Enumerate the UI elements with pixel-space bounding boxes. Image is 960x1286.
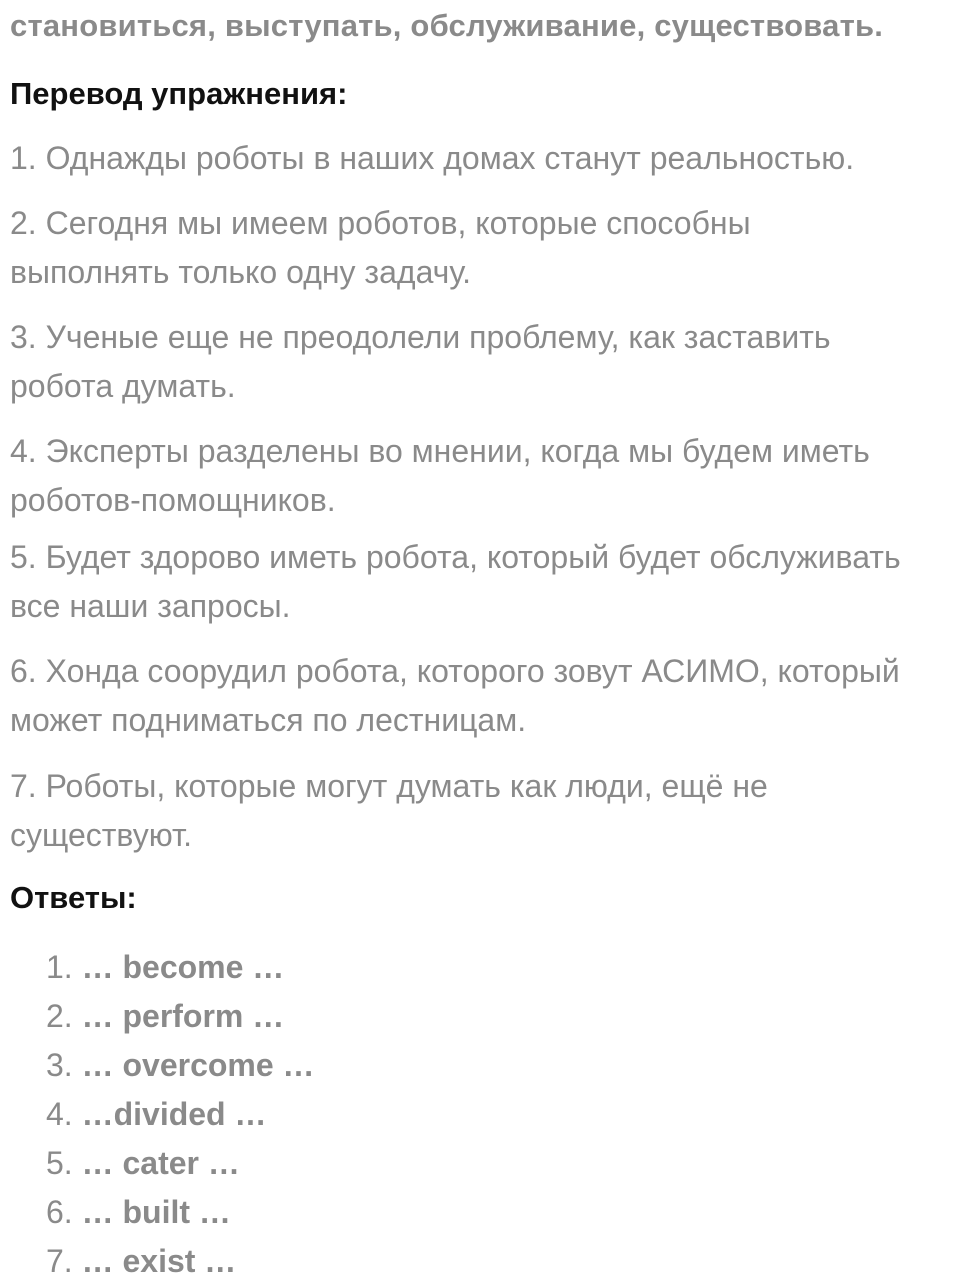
answer-item-6 bbox=[46, 1188, 315, 1237]
translation-item-4 bbox=[10, 427, 950, 525]
translation-line: роботов-помощников. bbox=[10, 482, 336, 518]
answer-text: … overcome … bbox=[81, 1047, 315, 1083]
translation-line: робота думать. bbox=[10, 368, 236, 404]
translation-line: существуют. bbox=[10, 817, 193, 853]
translation-item-6 bbox=[10, 647, 950, 745]
translation-line: 5. Будет здорово иметь робота, который будет обслуживать bbox=[10, 539, 901, 575]
translation-line: 1. Однажды роботы в наших домах станут реальностью. bbox=[10, 140, 855, 176]
answer-text: … exist … bbox=[81, 1243, 237, 1279]
answer-text: … built … bbox=[81, 1194, 231, 1230]
answer-number: 6. bbox=[46, 1194, 73, 1230]
translation-item-5 bbox=[10, 533, 950, 631]
translation-item-3 bbox=[10, 313, 950, 411]
answers-heading: Ответы: bbox=[10, 880, 137, 915]
translation-line: все наши запросы. bbox=[10, 588, 291, 624]
answer-item-3 bbox=[46, 1041, 315, 1090]
answers-list bbox=[46, 943, 315, 1286]
answer-number: 4. bbox=[46, 1096, 73, 1132]
answer-text: … cater … bbox=[81, 1145, 240, 1181]
translation-item-1 bbox=[10, 134, 950, 183]
translation-item-7 bbox=[10, 762, 950, 860]
answer-number: 3. bbox=[46, 1047, 73, 1083]
translation-line: 6. Хонда соорудил робота, которого зовут АСИМО, который bbox=[10, 653, 900, 689]
translation-line: 4. Эксперты разделены во мнении, когда мы будем иметь bbox=[10, 433, 870, 469]
translation-line: может подниматься по лестницам. bbox=[10, 702, 527, 738]
answer-number: 5. bbox=[46, 1145, 73, 1181]
translation-line: 2. Сегодня мы имеем роботов, которые способны bbox=[10, 205, 751, 241]
answer-item-2 bbox=[46, 992, 315, 1041]
answer-item-1 bbox=[46, 943, 315, 992]
translation-heading: Перевод упражнения: bbox=[10, 76, 348, 111]
translation-line: 7. Роботы, которые могут думать как люди, ещё не bbox=[10, 768, 768, 804]
answer-number: 2. bbox=[46, 998, 73, 1034]
answer-text: …divided … bbox=[81, 1096, 267, 1132]
translation-line: выполнять только одну задачу. bbox=[10, 254, 472, 290]
answer-number: 7. bbox=[46, 1243, 73, 1279]
answer-text: … become … bbox=[81, 949, 285, 985]
answer-item-5 bbox=[46, 1139, 315, 1188]
answer-item-7 bbox=[46, 1237, 315, 1286]
answer-text: … perform … bbox=[81, 998, 285, 1034]
translation-item-2 bbox=[10, 199, 950, 297]
intro-word-list: становиться, выступать, обслуживание, существовать. bbox=[10, 8, 884, 43]
answer-item-4 bbox=[46, 1090, 315, 1139]
translation-line: 3. Ученые еще не преодолели проблему, как заставить bbox=[10, 319, 831, 355]
answer-number: 1. bbox=[46, 949, 73, 985]
